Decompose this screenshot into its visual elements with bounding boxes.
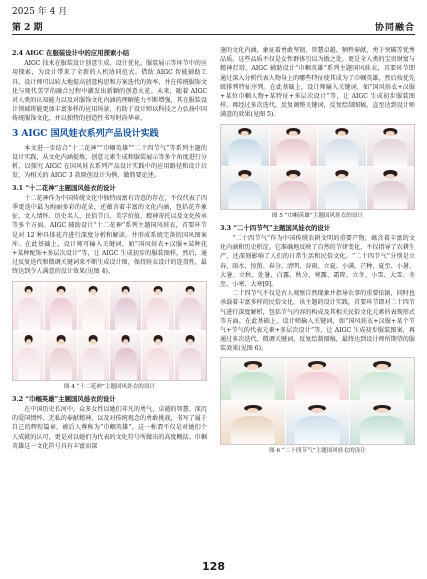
doll-face-shape [247,408,258,413]
doll-dress-shape [18,298,40,330]
figure-5-illustration [221,125,269,167]
doll-face-shape [337,174,346,179]
doll-dress-shape [179,298,201,330]
doll-face-shape [240,174,249,179]
doll-face-shape [91,339,97,345]
figure-6-illustration [221,358,285,401]
figure-4 [12,281,207,392]
header-rule [12,34,415,35]
figure-4-illustration [175,331,206,380]
section-3-3-text-2: 二十四节气不仅是古人观察自然现象并指导农事的重要依据，同时也承载着丰富多样的民俗文化。该主题的设计实践，首要环节即对二十四节气进行深度解析，包括节气内容的构成及其相关民俗文化元素的表现形式等方面。在此基础上，设计师输入关键词，如“国风娃衣+汉服+某个节气+节气的代表元素+多层次设计”等，让 AIGC 生成初步服装图案，再通过多次迭代、微调关键词、反复绘制图稿，最终达到设计师所期望的服装效果(见图 6)。 [220,290,415,353]
doll-face-shape [123,289,129,295]
doll-face-shape [188,289,194,295]
doll-face-shape [58,289,64,295]
figure-4-caption: 图 4 “十二花神”主题国风娃衣的设计 [63,383,156,390]
page-header [12,4,415,42]
figure-4-illustration [142,331,173,380]
doll-dress-shape [82,298,104,330]
column-name: 协同融合 [374,23,415,33]
doll-dress-shape [82,348,104,380]
figure-5-illustration [270,167,318,209]
doll-face-shape [376,364,387,369]
figure-4-illustration [175,282,206,331]
figure-4-illustration [45,331,76,380]
doll-dress-shape [360,416,405,444]
doll-face-shape [247,364,258,369]
doll-face-shape [155,339,161,345]
doll-face-shape [289,174,298,179]
section-2-4-text: AIGC 技术在服装设计创意生成、设计优化、服装展示等环节中的应用探索，为设计带来了全新的人机协同范式。借助 AIGC 智能辅助工具，设计师可以较大地提高创意构思和方案迭代的效率，并在传统服饰文化与现代美学的融合过程中激发出新颖的创意火花。未来，随着 AIGC 对人类的认知能力以及对服饰文化内涵的理解能力不断增强，其在服装设计领域将能更加丰富多样的应用场景，有助于设计师以科技之力弘扬中国传统服饰文化，并以独特的创造性书写时尚华章。 [12,60,207,123]
doll-dress-shape [115,348,137,380]
figure-6-illustration [221,401,285,444]
section-2-4-title: 2.4 AIGC 在服装设计中的应用探索小结 [12,49,130,57]
figure-5-illustration [318,125,366,167]
right-column [220,46,415,456]
figure-6-illustration [286,358,350,401]
doll-face-shape [386,174,395,179]
figure-6-caption: 图 6 “二十四节气”主题国风娃衣的设计 [269,447,366,454]
figure-5-illustration [367,167,415,209]
page-number: 128 [202,560,225,573]
figure-6-illustration [286,401,350,444]
figure-4-illustration [142,282,173,331]
doll-face-shape [123,339,129,345]
figure-4-images [13,282,206,380]
doll-dress-shape [360,372,405,400]
doll-dress-shape [374,181,407,208]
journal-date: 2025 年 4 月 [12,7,68,17]
figure-4-illustration [78,282,109,331]
doll-face-shape [188,339,194,345]
doll-face-shape [58,339,64,345]
figure-4-illustration [78,331,109,380]
figure-4-illustration [110,331,141,380]
figure-4-illustration [13,282,44,331]
doll-dress-shape [277,181,310,208]
section-3-text: 本文进一步结合“十二花神”“巾帼英雄”“二十四节气”等系列主题的设计实践，从文化内涵提炼、创意元素生成和服装展示等多个角度进行分析，以探究 AIGC 在国风娃衣系列产品设计实践中的应用路径和设计启发，为相关的 AIGC 3 款原创设计为例，做简要论述。 [12,144,207,180]
doll-dress-shape [147,298,169,330]
doll-dress-shape [325,139,358,166]
doll-face-shape [155,289,161,295]
doll-face-shape [240,131,249,136]
doll-face-shape [289,131,298,136]
doll-dress-shape [115,298,137,330]
figure-4-illustration [13,331,44,380]
doll-face-shape [312,408,323,413]
figure-5-illustration [318,167,366,209]
section-3-2-title: 3.2 “巾帼英雄”主题国风娃衣的设计 [12,394,116,403]
doll-dress-shape [374,139,407,166]
doll-face-shape [91,289,97,295]
doll-face-shape [26,289,32,295]
figure-5-caption: 图 5 “巾帼英雄”主题国风娃衣的设计 [271,212,364,219]
doll-dress-shape [50,298,72,330]
doll-dress-shape [179,348,201,380]
section-3-1-text: 十二花神作为中国传统文化中独特而富有诗意的存在，不仅代表了四季更迭中最为绚丽多彩的花朵，还蕴含着丰富的文化内涵，包括花卉象征、文人情怀、历史名人、民俗节日、美学价值、精神寄托以及文化传承等多个方面。AIGC 辅助设计“十二花神”系列主题国风娃衣，首要环节是对 12 种具体花卉进行深度分析和解读，并形成系统完备的国风图案库。在此基础上，设计师可输入关键词，如“国风娃衣+汉服+某种花+某种配饰+多层次设计”等，让 AIGC 生成初步的服装图样。然后，通过反复迭代和微调关键词来不断生成设计图，保持娃衣设计的连贯性，最终达到令人满意的设计效果(见图 4)。 [12,194,207,276]
doll-dress-shape [295,372,340,400]
figure-6-illustration [350,358,414,401]
doll-dress-shape [50,348,72,380]
figure-5-images [221,125,414,209]
figure-5-illustration [367,125,415,167]
section-3-2-text: 在中国历史长河中，众多女性以她们非凡的勇气、卓越的智慧、深沉的爱国情怀、无私的奉献精神，以及对传统观念的勇敢挑战，书写了属于自己的辉煌篇章，被后人尊称为“巾帼英雄”。这一称谓不仅是对她们个人成就的认可，更是对以她们为代表的文化符号所做出的高度概括。巾帼英雄这一文化符号具有丰富而深 [12,406,207,450]
journal-issue: 第 2 期 [12,23,43,33]
figure-6 [220,357,415,456]
section-3-title: 3 AIGC 国风娃衣系列产品设计实践 [12,128,159,139]
doll-face-shape [26,339,32,345]
section-3-3-text-1: “二十四节气”作为中国传统农耕文明的重要产物，蕴含着丰富的文化内涵和历史积淀。它准确地反映了自然的节律变化，不仅指导了农耕生产，还深刻影响了人们的日常生活和民俗文化。“二十四节气”分别是立春、雨水、惊蛰、春分、清明、谷雨、立夏、小满、芒种、夏至、小暑、大暑、立秋、处暑、白露、秋分、寒露、霜降、立冬、小雪、大雪、冬至、小寒、大寒[9]。 [220,235,415,289]
doll-dress-shape [231,372,276,400]
doll-dress-shape [325,181,358,208]
figure-4-illustration [110,282,141,331]
figure-6-illustration [350,401,414,444]
left-column [12,46,207,451]
doll-dress-shape [18,348,40,380]
figure-4-illustration [45,282,76,331]
section-3-1-title: 3.1 “十二花神”主题国风娃衣的设计 [12,183,116,192]
section-3-3-title: 3.3 “二十四节气”主题国风娃衣的设计 [220,223,331,232]
figure-6-images [221,358,414,444]
doll-face-shape [386,131,395,136]
doll-face-shape [337,131,346,136]
doll-face-shape [376,408,387,413]
doll-dress-shape [147,348,169,380]
figure-5-illustration [221,167,269,209]
doll-face-shape [312,364,323,369]
doll-dress-shape [228,139,261,166]
section-3-2-continued: 邃的文化内涵，象征着勇敢坚韧、智慧卓越、牺牲奉献、勇于突破等优秀品质。这些品质不仅是女性群体引以为傲之处，更是全人类的宝贵财富与精神灯塔。AIGC 辅助设计“巾帼英雄”系列主题国风娃衣，首要环节即通过深入分析代表人物身上的哪些特征使其成为了巾帼英雄，然后按优先级排列特征序列。在此基础上，设计师输入关键词，如“国风娃衣+汉服+某位巾帼人物+某特征+多层次设计”等，让 AIGC 生成初步服装图样，再经过多次迭代、反复调整关键词，反复绘制图稿，直至达到设计师满意的效果(见图 5)。 [220,47,415,119]
doll-dress-shape [231,416,276,444]
figure-5 [220,124,415,221]
figure-5-illustration [270,125,318,167]
doll-dress-shape [228,181,261,208]
doll-dress-shape [277,139,310,166]
doll-dress-shape [295,416,340,444]
